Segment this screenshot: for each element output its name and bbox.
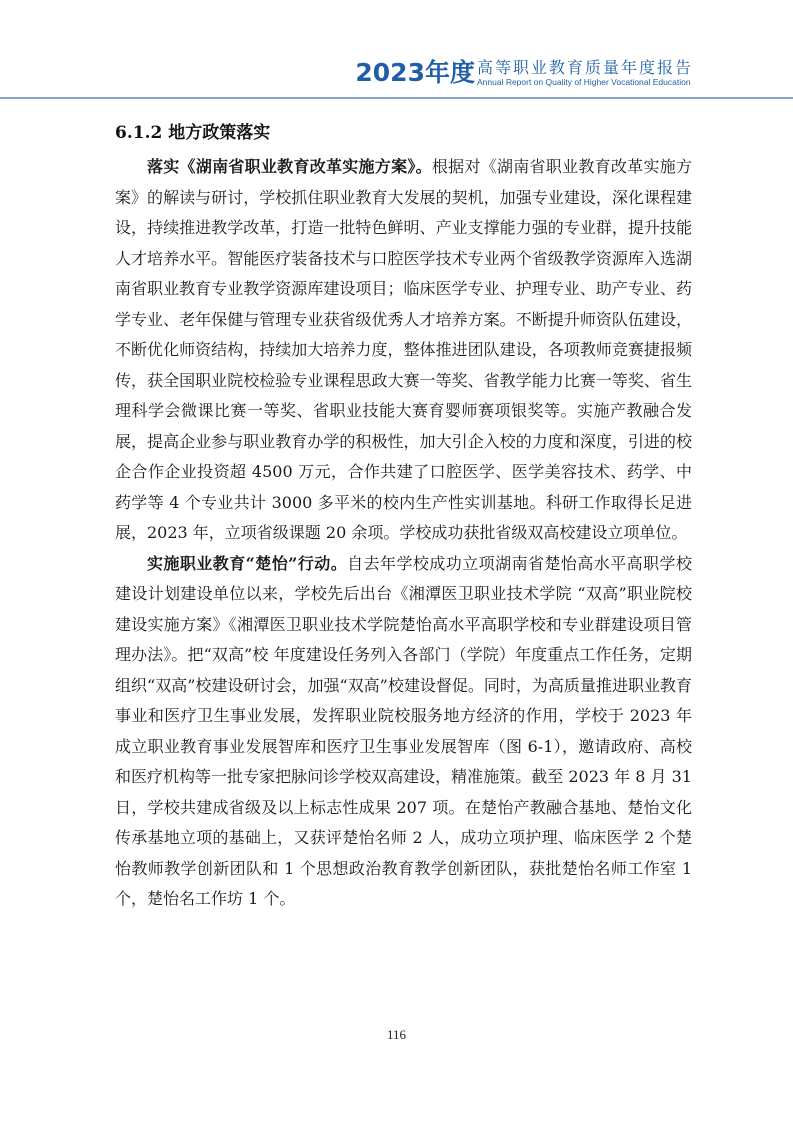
paragraph-policy-implementation bbox=[115, 152, 692, 549]
page-header bbox=[0, 0, 793, 100]
report-title-block bbox=[355, 58, 693, 88]
report-title-text bbox=[477, 59, 693, 88]
paragraph-chuyi-action bbox=[115, 549, 692, 915]
report-year-title: 2023年度 bbox=[355, 58, 475, 87]
body-content bbox=[115, 152, 692, 915]
page-number: 116 bbox=[386, 1027, 407, 1042]
paragraph-lead: 落实《湖南省职业教育改革实施方案》。 bbox=[147, 157, 432, 176]
paragraph-body: 自去年学校成功立项湖南省楚怡高水平高职学校建设计划建设单位以来，学校先后出台《湘潭医卫职业技术学院 “双高”职业院校建设实施方案》《湘潭医卫职业技术学院楚怡高水平高职学校和专业群建设项目管理办法》。把“双高”校 年度建设任务列入各部门（学院）年度重点工作任务，定期组织“双高”校建设研讨会，加强“双高”校建设督促。同时，为高质量推进职业教育事业和医疗卫生事业发展，发挥职业院校服务地方经济的作用，学校于 2023 年成立职业教育事业发展智库和医疗卫生事业发展智库（图 6-1），邀请政府、高校和医疗机构等一批专家把脉问诊学校双高建设，精准施策。截至 2023 年 8 月 31 日，学校共建成省级及以上标志性成果 207 项。在楚怡产教融合基地、楚怡文化传承基地立项的基础上，又获评楚怡名师 2 人，成功立项护理、临床医学 2 个楚怡教师教学创新团队和 1 个思想政治教育教学创新团队，获批楚怡名师工作室 1 个，楚怡名工作坊 1 个。 bbox=[115, 553, 692, 908]
section-heading: 6.1.2 地方政策落实 bbox=[115, 123, 271, 143]
paragraph-lead: 实施职业教育“楚怡”行动。 bbox=[147, 553, 348, 573]
report-title-en: Annual Report on Quality of Higher Vocational Education bbox=[476, 77, 691, 87]
report-title-cn: 高等职业教育质量年度报告 bbox=[476, 58, 693, 77]
paragraph-body: 根据对《湖南省职业教育改革实施方案》的解读与研讨，学校抓住职业教育大发展的契机，加强专业建设，深化课程建设，持续推进教学改革，打造一批特色鲜明、产业支撑能力强的专业群，提升技能人才培养水平。智能医疗装备技术与口腔医学技术专业两个省级教学资源库入选湖南省职业教育专业教学资源库建设项目；临床医学专业、护理专业、助产专业、药学专业、老年保健与管理专业获省级优秀人才培养方案。不断提升师资队伍建设，不断优化师资结构，持续加大培养力度，整体推进团队建设，各项教师竞赛捷报频传，获全国职业院校检验专业课程思政大赛一等奖、省教学能力比赛一等奖、省生理科学会微课比赛一等奖、省职业技能大赛育婴师赛项银奖等。实施产教融合发展，提高企业参与职业教育办学的积极性，加大引企入校的力度和深度，引进的校企合作企业投资超 4500 万元，合作共建了口腔医学、医学美容技术、药学、中药学等 4 个专业共计 3000 多平米的校内生产性实训基地。科研工作取得长足进展，2023 年，立项省级课题 20 余项。学校成功获批省级双高校建设立项单位。 bbox=[115, 157, 692, 542]
header-divider bbox=[0, 97, 793, 99]
